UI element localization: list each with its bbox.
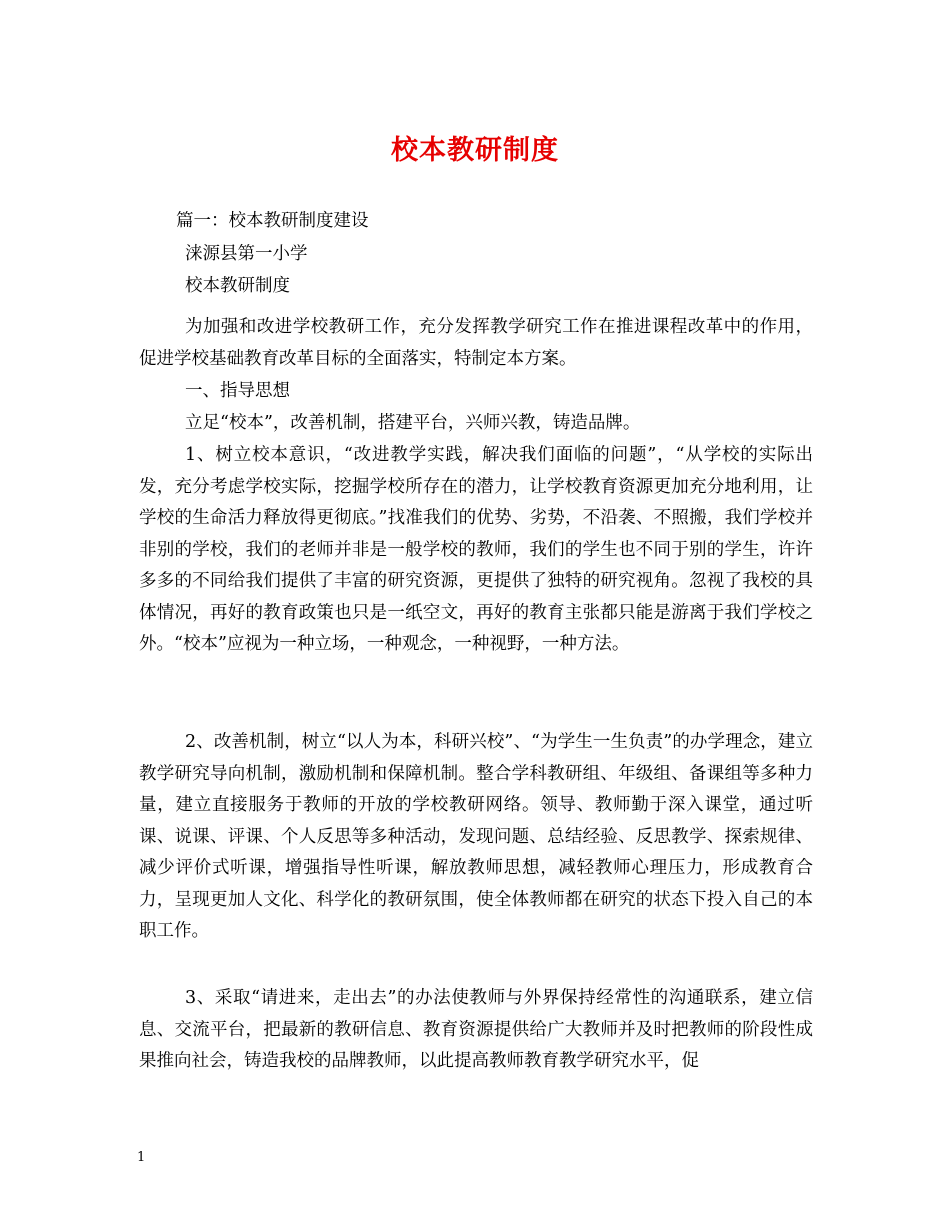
section-heading: 篇一：校本教研制度建设: [176, 211, 369, 231]
guiding-ideology-heading: 一、指导思想: [185, 381, 290, 401]
school-name: 涞源县第一小学: [185, 244, 308, 264]
paragraph-item-2: 2、改善机制，树立“以人为本，科研兴校”、“为学生一生负责”的办学理念，建立教学研究导向机制，激励机制和保障机制。整合学科教研组、年级组、备课组等多种力量，建立直接服务于教师的开放的学校教研网络。领导、教师勤于深入课堂，通过听课、说课、评课、个人反思等多种活动，发现问题、总结经验、反思教学、探索规律、减少评价式听课，增强指导性听课，解放教师思想，减轻教师心理压力，形成教育合力，呈现更加人文化、科学化的教研氛围，使全体教师都在研究的状态下投入自己的本职工作。: [139, 732, 813, 941]
page-number: 1: [137, 1150, 146, 1165]
guiding-ideology-summary: 立足“校本”，改善机制，搭建平台，兴师兴教，铸造品牌。: [185, 413, 641, 433]
subtitle: 校本教研制度: [185, 276, 290, 296]
paragraph-item-1: 1、树立校本意识，“改进教学实践，解决我们面临的问题”，“从学校的实际出发，充分考虑学校实际，挖掘学校所存在的潜力，让学校教育资源更加充分地利用，让学校的生命活力释放得更彻底。”找准我们的优势、劣势，不沿袭、不照搬，我们学校并非别的学校，我们的老师并非是一般学校的教师，我们的学生也不同于别的学生，许许多多的不同给我们提供了丰富的研究资源，更提供了独特的研究视角。忽视了我校的具体情况，再好的教育政策也只是一纸空文，再好的教育主张都只能是游离于我们学校之外。“校本”应视为一种立场，一种观念，一种视野，一种方法。: [139, 445, 813, 654]
document-title: 校本教研制度: [391, 135, 559, 166]
intro-paragraph: 为加强和改进学校教研工作，充分发挥教学研究工作在推进课程改革中的作用，促进学校基础教育改革目标的全面落实，特制定本方案。: [139, 317, 813, 369]
paragraph-item-3: 3、采取“请进来，走出去”的办法使教师与外界保持经常性的沟通联系，建立信息、交流平台，把最新的教研信息、教育资源提供给广大教师并及时把教师的阶段性成果推向社会，铸造我校的品牌教师，以此提高教师教育教学研究水平，促: [139, 988, 813, 1071]
